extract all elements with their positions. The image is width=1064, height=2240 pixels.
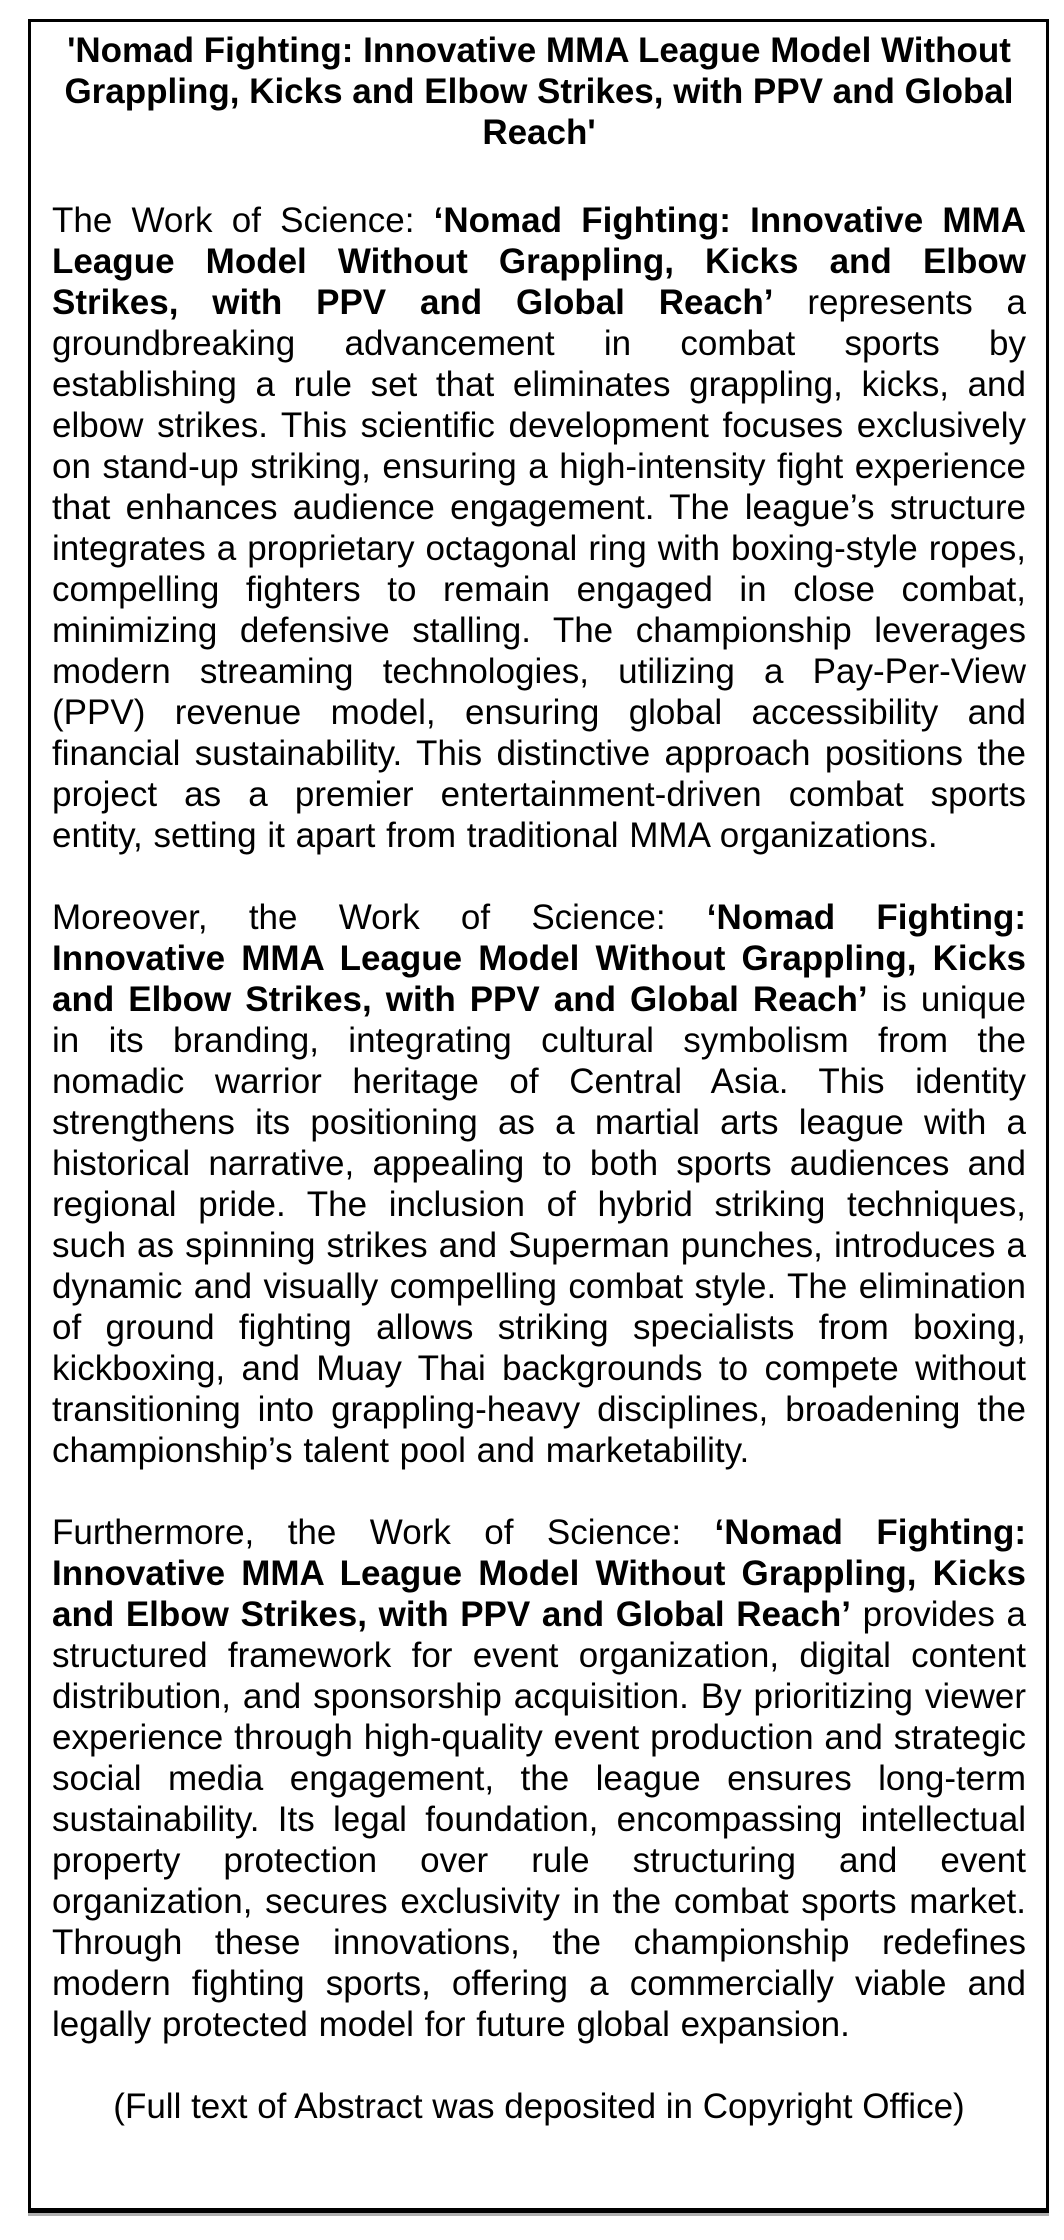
text-run: ‘Nomad Fighting: Innovative MMA League Model Without Grappling, Kicks and Elbow Strikes, with PPV and Global Reach’ xyxy=(52,1513,1026,1634)
text-run: represents a groundbreaking advancement in combat sports by establishing a rule set that eliminates grappling, kicks, and elbow strikes. This scientific development focuses exclusively on stand-up striking, ensuring a high-intensity fight experience that enhances audience engagement. The league’s structure integrates a proprietary octagonal ring with boxing-style ropes, compelling fighters to remain engaged in close combat, minimizing defensive stalling. The championship leverages modern streaming technologies, utilizing a Pay-Per-View (PPV) revenue model, ensuring global accessibility and financial sustainability. This distinctive approach positions the project as a premier entertainment-driven combat sports entity, setting it apart from traditional MMA organizations. xyxy=(52,283,1026,855)
abstract-paragraph xyxy=(52,200,1026,856)
abstract-box xyxy=(28,19,1049,2213)
footer-note: (Full text of Abstract was deposited in Copyright Office) xyxy=(113,2087,965,2126)
text-run: The Work of Science: xyxy=(52,201,434,240)
text-run: Moreover, the Work of Science: xyxy=(52,898,707,937)
text-run: is unique in its branding, integrating cultural symbolism from the nomadic warrior heritage of Central Asia. This identity strengthens its positioning as a martial arts league with a historical narrative, appealing to both sports audiences and regional pride. The inclusion of hybrid striking techniques, such as spinning strikes and Superman punches, introduces a dynamic and visually compelling combat style. The elimination of ground fighting allows striking specialists from boxing, kickboxing, and Muay Thai backgrounds to compete without transitioning into grappling-heavy disciplines, broadening the championship’s talent pool and marketability. xyxy=(52,980,1026,1470)
abstract-paragraphs xyxy=(52,200,1026,2045)
text-run: ‘Nomad Fighting: Innovative MMA League Model Without Grappling, Kicks and Elbow Strikes, with PPV and Global Reach’ xyxy=(52,201,1026,322)
abstract-paragraph xyxy=(52,897,1026,1471)
document-title: 'Nomad Fighting: Innovative MMA League Model Without Grappling, Kicks and Elbow Strikes, with PPV and Global Reach' xyxy=(64,31,1014,152)
text-run: provides a structured framework for event organization, digital content distribution, and sponsorship acquisition. By prioritizing viewer experience through high-quality event production and strategic social media engagement, the league ensures long-term sustainability. Its legal foundation, encompassing intellectual property protection over rule structuring and event organization, secures exclusivity in the combat sports market. Through these innovations, the championship redefines modern fighting sports, offering a commercially viable and legally protected model for future global expansion. xyxy=(52,1595,1026,2044)
abstract-paragraph xyxy=(52,1512,1026,2045)
text-run: Furthermore, the Work of Science: xyxy=(52,1513,715,1552)
text-run: ‘Nomad Fighting: Innovative MMA League Model Without Grappling, Kicks and Elbow Strikes, with PPV and Global Reach’ xyxy=(52,898,1026,1019)
